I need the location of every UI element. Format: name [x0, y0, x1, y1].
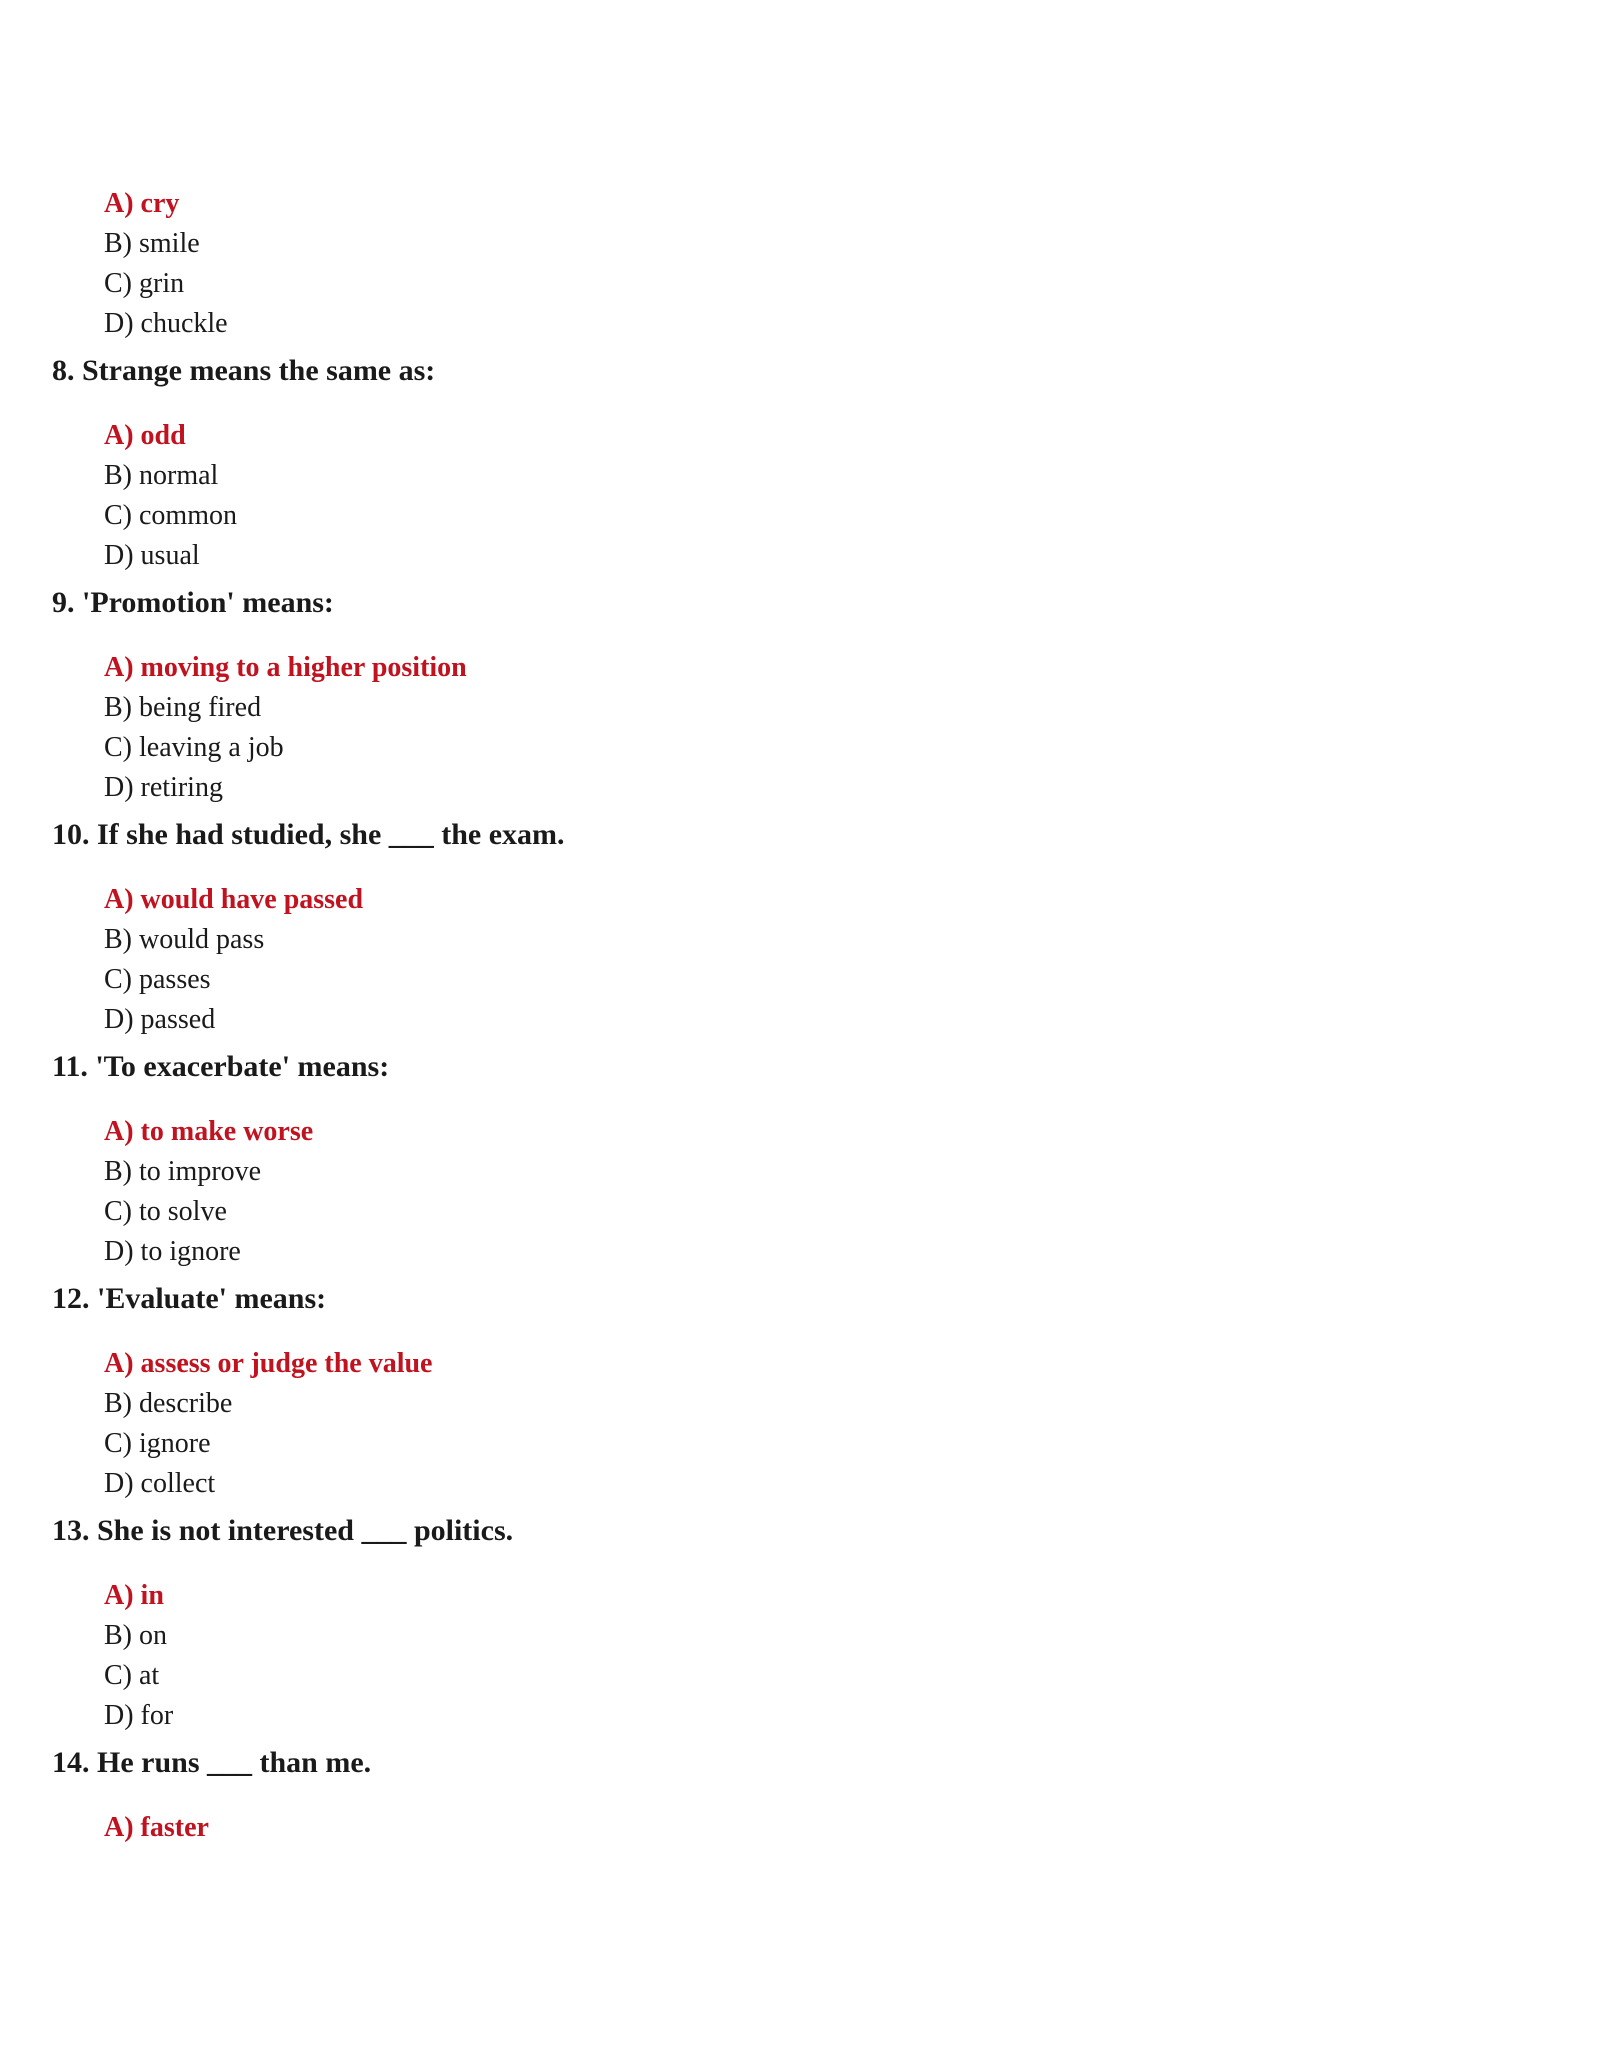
answer-option: B) describe	[104, 1388, 233, 1419]
answer-option: C) leaving a job	[104, 732, 284, 763]
answer-option-correct: A) to make worse	[104, 1116, 314, 1147]
answer-option-correct: A) faster	[104, 1812, 209, 1843]
answer-option: C) grin	[104, 268, 185, 299]
answer-option: B) being fired	[104, 692, 262, 723]
question-heading: 9. 'Promotion' means:	[52, 586, 334, 619]
question-heading: 13. She is not interested ___ politics.	[52, 1514, 514, 1547]
answer-option-correct: A) assess or judge the value	[104, 1348, 433, 1379]
answer-option-correct: A) moving to a higher position	[104, 652, 467, 683]
answer-option: C) passes	[104, 964, 211, 995]
answer-option: D) chuckle	[104, 308, 228, 339]
question-heading: 10. If she had studied, she ___ the exam.	[52, 818, 565, 851]
answer-option-correct: A) in	[104, 1580, 164, 1611]
question-heading: 8. Strange means the same as:	[52, 354, 436, 387]
answer-option-correct: A) odd	[104, 420, 186, 451]
answer-option: B) normal	[104, 460, 219, 491]
answer-option: B) to improve	[104, 1156, 262, 1187]
answer-option: B) on	[104, 1620, 167, 1651]
answer-option: C) at	[104, 1660, 160, 1691]
answer-option: D) usual	[104, 540, 200, 571]
answer-option: D) to ignore	[104, 1236, 241, 1267]
answer-option: D) for	[104, 1700, 174, 1731]
answer-option: C) to solve	[104, 1196, 227, 1227]
question-heading: 11. 'To exacerbate' means:	[52, 1050, 390, 1083]
answer-option-correct: A) cry	[104, 188, 180, 219]
answer-option-correct: A) would have passed	[104, 884, 364, 915]
answer-option: C) common	[104, 500, 237, 531]
question-heading: 12. 'Evaluate' means:	[52, 1282, 327, 1315]
answer-option: D) passed	[104, 1004, 216, 1035]
answer-option: B) would pass	[104, 924, 265, 955]
answer-option: C) ignore	[104, 1428, 211, 1459]
question-heading: 14. He runs ___ than me.	[52, 1746, 372, 1779]
answer-option: D) collect	[104, 1468, 216, 1499]
answer-option: D) retiring	[104, 772, 223, 803]
answer-option: B) smile	[104, 228, 200, 259]
